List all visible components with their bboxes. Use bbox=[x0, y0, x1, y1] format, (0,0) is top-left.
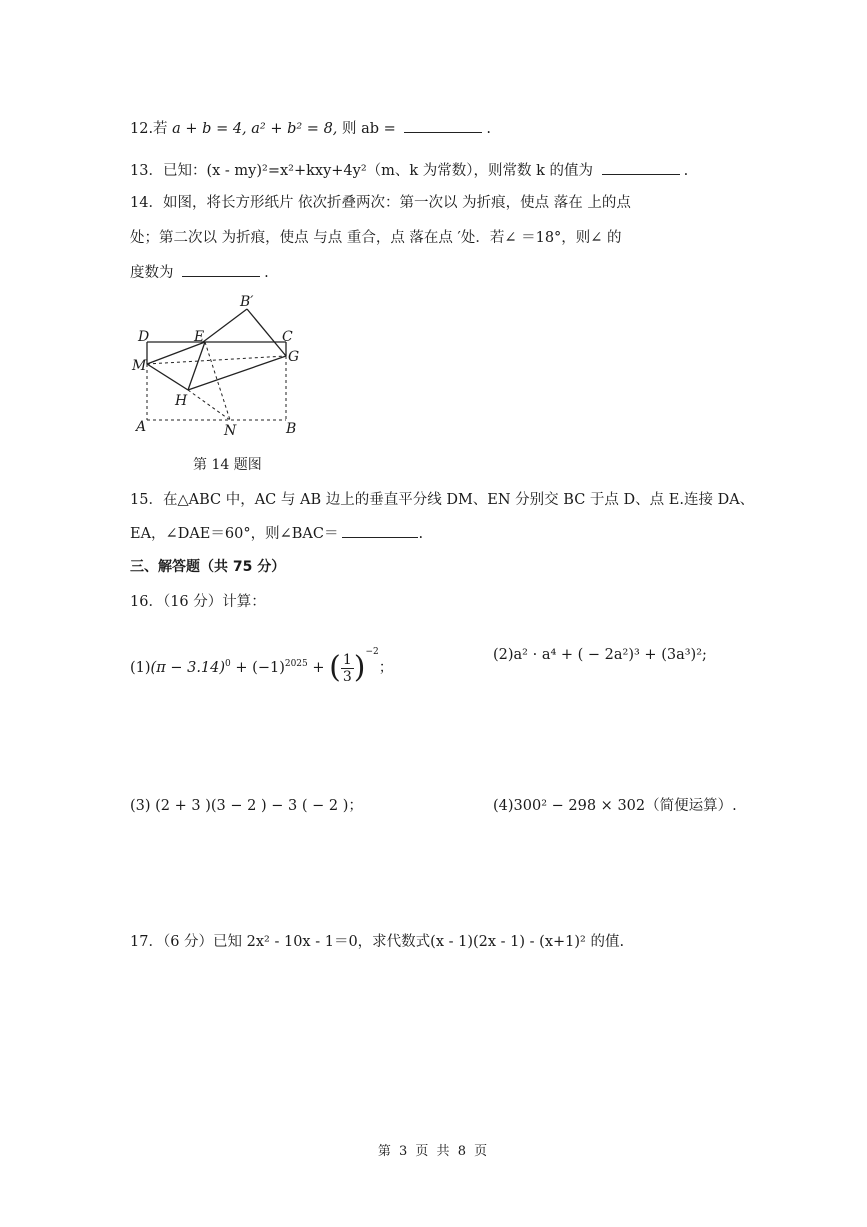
q14-line2: 处；第二次以 为折痕，使点 与点 重合，点 落在点 ′处．若∠ ＝18°，则∠ 的 bbox=[130, 230, 622, 246]
q12-math: a + b = 4, a² + b² = 8, bbox=[172, 121, 338, 137]
q12-answer-blank[interactable] bbox=[404, 118, 482, 133]
label-M: M bbox=[132, 358, 147, 374]
figure-caption: 第 14 题图 bbox=[193, 457, 262, 473]
q16-p1-label: (1) bbox=[130, 660, 151, 676]
dashed-HN bbox=[188, 390, 230, 420]
page-footer: 第 3 页 共 8 页 bbox=[377, 1144, 490, 1159]
q15-answer-blank[interactable] bbox=[342, 523, 418, 538]
q12-suffix: 则 ab = bbox=[337, 121, 396, 137]
q12-prefix: 12.若 bbox=[130, 121, 173, 137]
q15-line2-prefix: EA，∠DAE＝60°，则∠BAC＝ bbox=[130, 526, 339, 542]
label-G: G bbox=[288, 349, 300, 365]
q13-end: . bbox=[683, 163, 689, 179]
edge-BprimeG bbox=[247, 309, 286, 356]
q14-figure bbox=[130, 292, 310, 446]
q17: 17．（6 分）已知 2x² - 10x - 1＝0，求代数式(x - 1)(2x - 1) - (x+1)² 的值. bbox=[130, 934, 625, 950]
q16-p1-exp2: 2025 bbox=[284, 659, 308, 669]
q16-p1-plus1: + bbox=[230, 660, 253, 676]
q16-title: 16．（16 分）计算： bbox=[130, 594, 266, 610]
edge-MH bbox=[147, 364, 188, 390]
question-13 bbox=[130, 160, 688, 181]
q16-part4: (4)300² − 298 × 302（简便运算）. bbox=[493, 798, 737, 814]
dashed-EN bbox=[205, 342, 230, 420]
q13-text: 13．已知：(x - my)²=x²+kxy+4y²（m、k 为常数），则常数 k 的值为 bbox=[130, 163, 594, 179]
label-B-prime: B′ bbox=[240, 294, 254, 310]
edge-EH bbox=[188, 342, 205, 390]
fold-diagram bbox=[130, 292, 310, 442]
label-B: B bbox=[286, 421, 297, 437]
q16-part2: (2)a² · a⁴ + ( − 2a²)³ + (3a³)²; bbox=[493, 647, 707, 663]
q14-end: . bbox=[264, 265, 269, 281]
q16-p1-end: ； bbox=[378, 660, 394, 676]
q16-p1-rparen: ) bbox=[353, 650, 366, 685]
q16-p1-exp1: 0 bbox=[225, 659, 231, 669]
edge-EBprime bbox=[203, 309, 247, 342]
q14-line3-prefix: 度数为 bbox=[130, 265, 174, 281]
q16-p1-lparen: ( bbox=[329, 650, 341, 685]
q15-line2 bbox=[130, 523, 423, 544]
q16-p1-frac-den: 3 bbox=[342, 668, 352, 685]
q16-p1-frac-num: 1 bbox=[342, 651, 352, 668]
q15-end: . bbox=[418, 526, 424, 542]
q15-line1: 15．在△ABC 中，AC 与 AB 边上的垂直平分线 DM、EN 分别交 BC 于点 D、点 E.连接 DA、 bbox=[130, 492, 755, 508]
q16-part1 bbox=[130, 632, 394, 685]
section-3-title: 三、解答题（共 75 分） bbox=[130, 559, 286, 575]
q16-p1-base2: (−1) bbox=[252, 660, 285, 676]
q16-p1-plus2: + bbox=[307, 660, 330, 676]
q16-p1-exp3: −2 bbox=[365, 647, 379, 657]
q12-end: . bbox=[486, 121, 492, 137]
q14-line3 bbox=[130, 262, 269, 283]
q16-p1-fraction bbox=[341, 652, 354, 685]
q13-answer-blank[interactable] bbox=[602, 160, 680, 175]
question-12 bbox=[130, 118, 491, 139]
label-H: H bbox=[175, 393, 188, 409]
q14-line1: 14．如图，将长方形纸片 依次折叠两次：第一次以 为折痕，使点 落在 上的点 bbox=[130, 195, 631, 211]
q16-part3: (3) (2 + 3 )(3 − 2 ) − 3 ( − 2 )； bbox=[130, 798, 363, 814]
label-E: E bbox=[194, 329, 205, 345]
label-N: N bbox=[224, 423, 237, 439]
q16-p1-base1: (π − 3.14) bbox=[150, 660, 226, 676]
label-C: C bbox=[282, 329, 293, 345]
label-A: A bbox=[136, 419, 147, 435]
q14-answer-blank[interactable] bbox=[182, 262, 260, 277]
label-D: D bbox=[138, 329, 150, 345]
